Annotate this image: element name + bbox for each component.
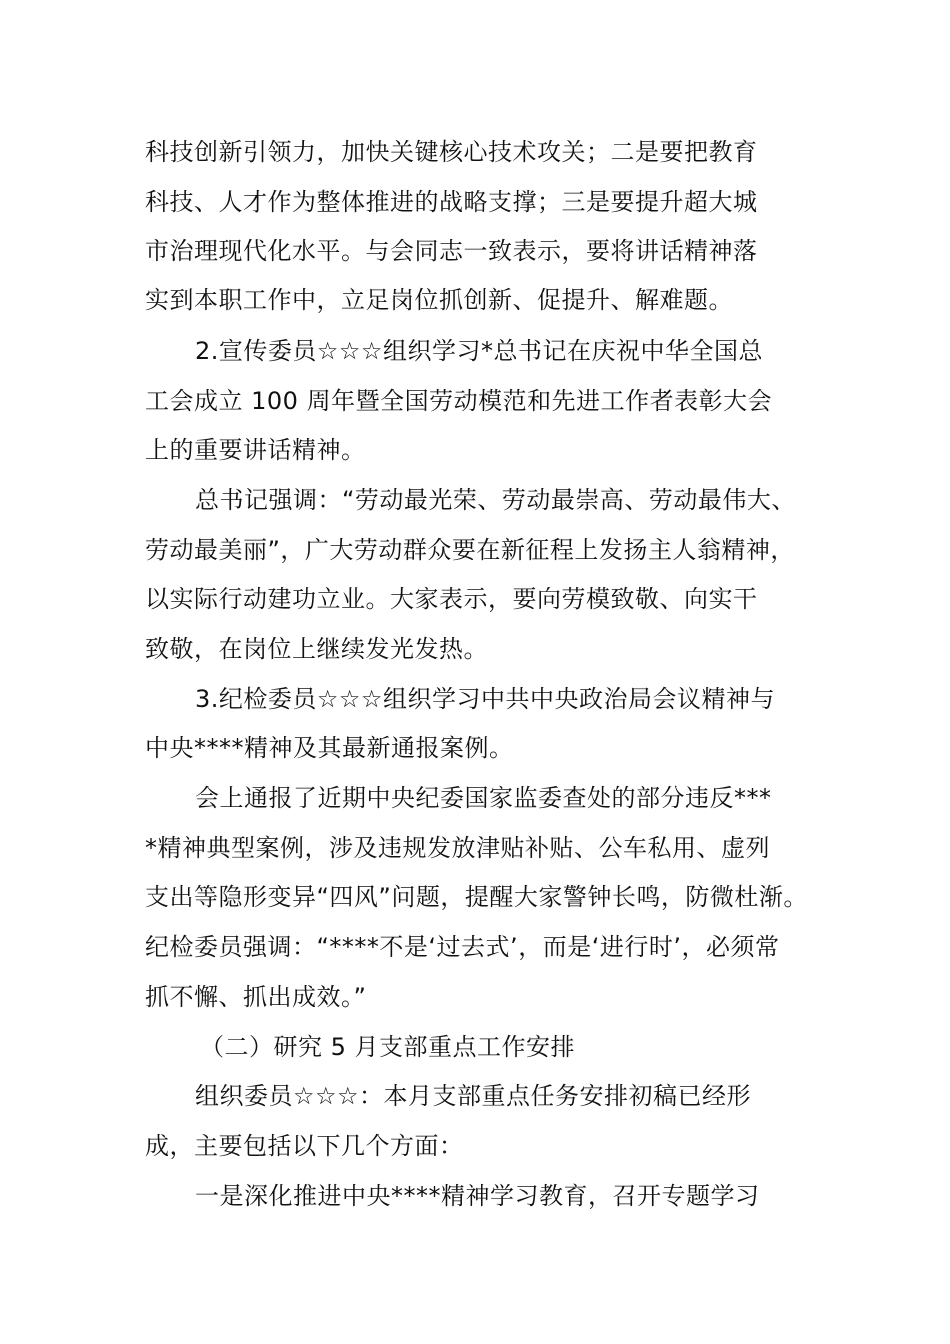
paragraph-line: 抓不懈、抓出成效。”: [145, 983, 367, 1011]
section-item-heading: 2.宣传委员☆☆☆组织学习*总书记在庆祝中华全国总: [195, 337, 763, 365]
paragraph-line: 中央****精神及其最新通报案例。: [145, 734, 514, 762]
section-heading: （二）研究 5 月支部重点工作安排: [200, 1033, 576, 1061]
paragraph-line: 成，主要包括以下几个方面：: [145, 1132, 464, 1160]
paragraph-line: 以实际行动建功立业。大家表示，要向劳模致敬、向实干: [145, 585, 758, 613]
paragraph-line: 组织委员☆☆☆：本月支部重点任务安排初稿已经形: [195, 1082, 752, 1110]
paragraph-line: 实到本职工作中，立足岗位抓创新、促提升、解难题。: [145, 286, 733, 314]
paragraph-line: 科技、人才作为整体推进的战略支撑；三是要提升超大城: [145, 188, 758, 216]
paragraph-line: 纪检委员强调：“****不是‘过去式’，而是‘进行时’，必须常: [145, 933, 780, 961]
paragraph-line: 上的重要讲话精神。: [145, 436, 366, 464]
paragraph-line: 会上通报了近期中央纪委国家监委查处的部分违反***: [195, 784, 772, 812]
paragraph-line: 工会成立 100 周年暨全国劳动模范和先进工作者表彰大会: [145, 387, 773, 415]
paragraph-line: 总书记强调：“劳动最光荣、劳动最崇高、劳动最伟大、: [195, 486, 796, 514]
paragraph-line: 劳动最美丽”，广大劳动群众要在新征程上发扬主人翁精神，: [145, 536, 795, 564]
section-item-heading: 3.纪检委员☆☆☆组织学习中共中央政治局会议精神与: [195, 685, 775, 713]
paragraph-line: 科技创新引领力，加快关键核心技术攻关；二是要把教育: [145, 138, 758, 166]
paragraph-line: 致敬，在岗位上继续发光发热。: [145, 635, 488, 663]
paragraph-line: 一是深化推进中央****精神学习教育，召开专题学习: [195, 1182, 760, 1210]
paragraph-line: 市治理现代化水平。与会同志一致表示，要将讲话精神落: [145, 237, 758, 265]
paragraph-line: 支出等隐形变异“四风”问题，提醒大家警钟长鸣，防微杜渐。: [145, 883, 808, 911]
paragraph-line: *精神典型案例，涉及违规发放津贴补贴、公车私用、虚列: [145, 834, 770, 862]
